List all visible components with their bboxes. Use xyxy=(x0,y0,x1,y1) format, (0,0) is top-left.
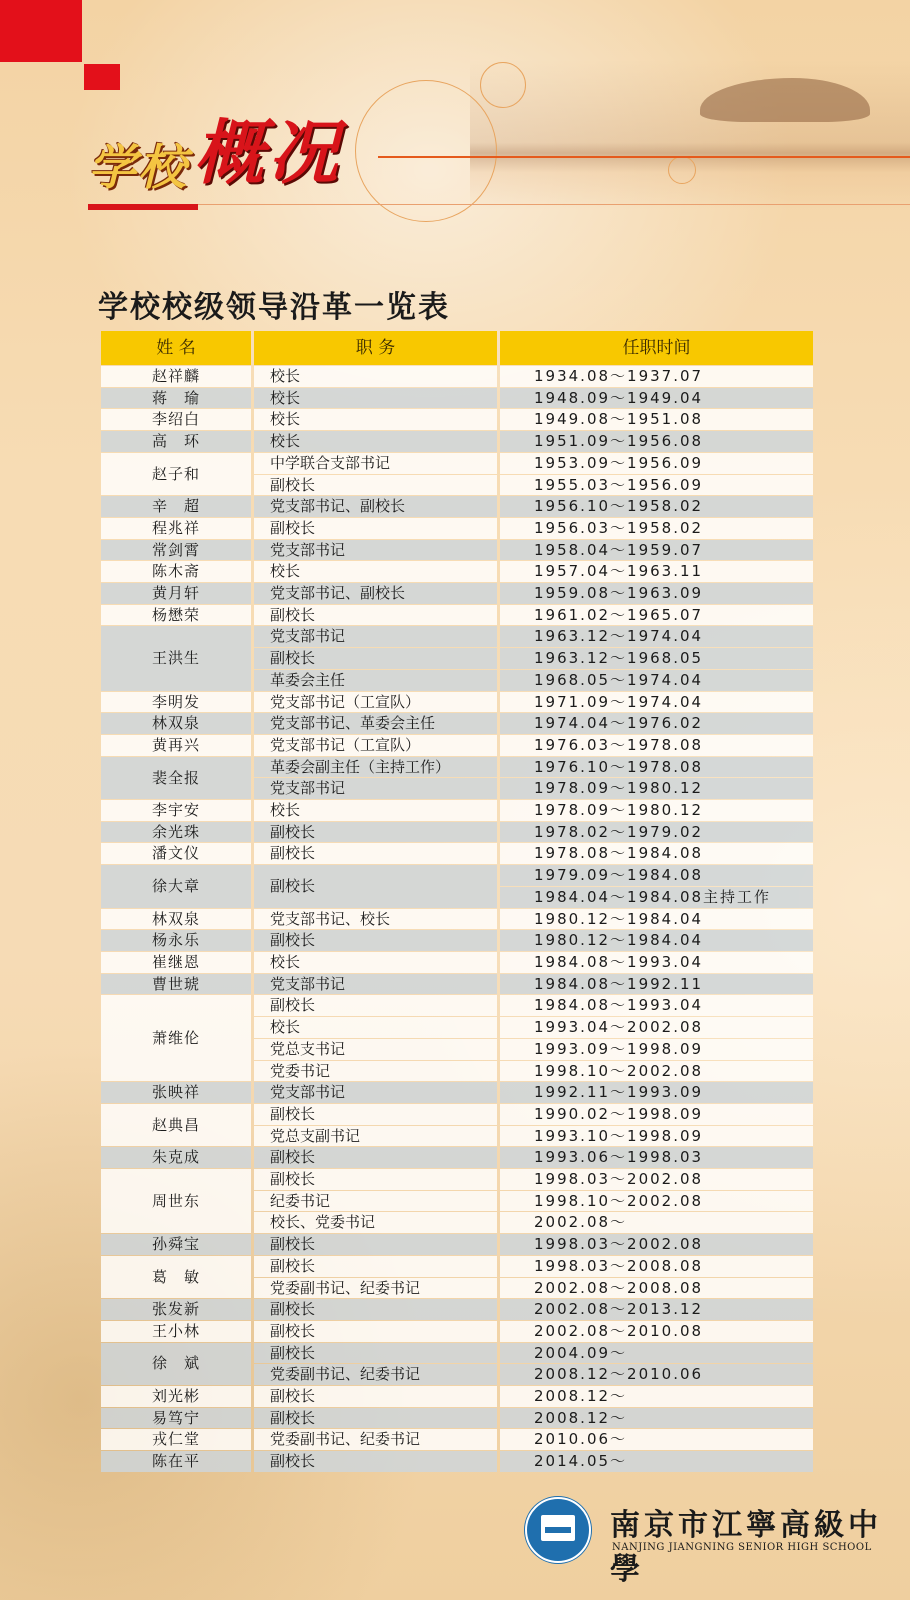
table-row xyxy=(101,561,813,582)
table-row xyxy=(101,1299,813,1320)
cell-name: 林双泉 xyxy=(101,909,251,930)
cell-position: 校长、党委书记 xyxy=(254,1212,497,1233)
table-row xyxy=(101,583,813,604)
cell-name: 辛 超 xyxy=(101,496,251,517)
cell-name: 曹世琥 xyxy=(101,974,251,995)
cell-position: 副校长 xyxy=(254,1386,497,1407)
cell-position: 党支部书记、副校长 xyxy=(254,496,497,517)
header-term: 任职时间 xyxy=(500,331,813,365)
cell-position: 副校长 xyxy=(254,605,497,626)
header-position: 职 务 xyxy=(254,331,497,365)
table-row xyxy=(101,713,813,734)
school-emblem-icon xyxy=(525,1497,591,1563)
table-row xyxy=(101,1104,813,1125)
cell-position: 校长 xyxy=(254,1017,497,1038)
cell-name: 王小林 xyxy=(101,1321,251,1342)
decor-red-square-large xyxy=(0,0,82,62)
cell-name: 蒋 瑜 xyxy=(101,388,251,409)
decor-line-right xyxy=(378,156,910,158)
cell-name: 王洪生 xyxy=(101,626,251,690)
cell-name: 杨懋荣 xyxy=(101,605,251,626)
cell-name: 常剑霄 xyxy=(101,540,251,561)
cell-position: 党支部书记 xyxy=(254,626,497,647)
table-row xyxy=(101,1343,813,1364)
table-row xyxy=(101,974,813,995)
cell-term: 1990.02～1998.09 xyxy=(500,1104,813,1125)
cell-position: 校长 xyxy=(254,800,497,821)
cell-name: 黄再兴 xyxy=(101,735,251,756)
cell-position: 党支部书记 xyxy=(254,540,497,561)
cell-position: 副校长 xyxy=(254,843,497,864)
cell-term: 1998.03～2002.08 xyxy=(500,1234,813,1255)
cell-term: 2008.12～ xyxy=(500,1386,813,1407)
cell-position: 党委书记 xyxy=(254,1061,497,1082)
cell-name: 张发新 xyxy=(101,1299,251,1320)
cell-name: 葛 敏 xyxy=(101,1256,251,1298)
cell-name: 李宇安 xyxy=(101,800,251,821)
emblem-bar xyxy=(545,1527,571,1533)
cell-term: 1979.09～1984.08 xyxy=(500,865,813,886)
cell-term: 1956.10～1958.02 xyxy=(500,496,813,517)
cell-name: 李绍白 xyxy=(101,409,251,430)
cell-term: 2002.08～2008.08 xyxy=(500,1278,813,1299)
table-row xyxy=(101,409,813,430)
cell-position: 党支部书记 xyxy=(254,778,497,799)
cell-term: 1959.08～1963.09 xyxy=(500,583,813,604)
cell-position: 党支部书记、革委会主任 xyxy=(254,713,497,734)
cell-position: 党总支书记 xyxy=(254,1039,497,1060)
cell-term: 2004.09～ xyxy=(500,1343,813,1364)
cell-term: 1992.11～1993.09 xyxy=(500,1082,813,1103)
title-part-2: 概况 xyxy=(194,112,343,194)
cell-term: 1968.05～1974.04 xyxy=(500,670,813,691)
table-row xyxy=(101,995,813,1016)
cell-position: 中学联合支部书记 xyxy=(254,453,497,474)
cell-position: 校长 xyxy=(254,952,497,973)
landscape-photo xyxy=(470,60,910,210)
cell-name: 李明发 xyxy=(101,692,251,713)
table-row xyxy=(101,626,813,647)
table-row xyxy=(101,930,813,951)
table-row xyxy=(101,1408,813,1429)
cell-term: 1956.03～1958.02 xyxy=(500,518,813,539)
title-underline xyxy=(88,204,198,210)
table-row xyxy=(101,909,813,930)
cell-position: 校长 xyxy=(254,431,497,452)
cell-term: 1993.06～1998.03 xyxy=(500,1147,813,1168)
cell-name: 萧维伦 xyxy=(101,995,251,1081)
cell-name: 崔继恩 xyxy=(101,952,251,973)
cell-position: 副校长 xyxy=(254,1147,497,1168)
cell-name: 戎仁堂 xyxy=(101,1429,251,1450)
cell-name: 赵祥麟 xyxy=(101,366,251,387)
cell-name: 林双泉 xyxy=(101,713,251,734)
cell-position: 党支部书记、副校长 xyxy=(254,583,497,604)
table-row xyxy=(101,1386,813,1407)
table-row xyxy=(101,496,813,517)
cell-position: 党支部书记 xyxy=(254,1082,497,1103)
cell-name: 陈木斋 xyxy=(101,561,251,582)
table-row xyxy=(101,1082,813,1103)
table-row xyxy=(101,1321,813,1342)
cell-term: 1984.04～1984.08主持工作 xyxy=(500,887,813,908)
cell-term: 2008.12～ xyxy=(500,1408,813,1429)
table-row xyxy=(101,605,813,626)
cell-name: 徐 斌 xyxy=(101,1343,251,1385)
cell-term: 1974.04～1976.02 xyxy=(500,713,813,734)
cell-name: 程兆祥 xyxy=(101,518,251,539)
cell-name: 徐大章 xyxy=(101,865,251,907)
cell-name: 张映祥 xyxy=(101,1082,251,1103)
cell-term: 1971.09～1974.04 xyxy=(500,692,813,713)
cell-term: 2010.06～ xyxy=(500,1429,813,1450)
header-name: 姓 名 xyxy=(101,331,251,365)
cell-term: 1934.08～1937.07 xyxy=(500,366,813,387)
cell-term: 2002.08～ xyxy=(500,1212,813,1233)
cell-term: 1980.12～1984.04 xyxy=(500,909,813,930)
cell-term: 1978.09～1980.12 xyxy=(500,778,813,799)
cell-position: 党委副书记、纪委书记 xyxy=(254,1278,497,1299)
cell-name: 陈在平 xyxy=(101,1451,251,1472)
cell-name: 赵典昌 xyxy=(101,1104,251,1146)
cell-term: 1993.04～2002.08 xyxy=(500,1017,813,1038)
table-row xyxy=(101,540,813,561)
table-row xyxy=(101,431,813,452)
table-row xyxy=(101,388,813,409)
cell-term: 1951.09～1956.08 xyxy=(500,431,813,452)
cell-position: 革委会主任 xyxy=(254,670,497,691)
table-row xyxy=(101,453,813,474)
decor-circle-medium xyxy=(480,62,526,108)
cell-position: 副校长 xyxy=(254,648,497,669)
school-name-cn: 南京市江寧高級中學 xyxy=(610,1508,882,1587)
cell-name: 朱克成 xyxy=(101,1147,251,1168)
cell-term: 1976.03～1978.08 xyxy=(500,735,813,756)
table-row xyxy=(101,735,813,756)
cell-position: 副校长 xyxy=(254,475,497,496)
cell-position: 党支部书记（工宣队） xyxy=(254,735,497,756)
title-part-1: 学校 xyxy=(88,140,189,196)
cell-position: 副校长 xyxy=(254,1451,497,1472)
cell-term: 1955.03～1956.09 xyxy=(500,475,813,496)
decor-circle-large xyxy=(355,80,497,222)
table-row xyxy=(101,1256,813,1277)
cell-position: 党支部书记、校长 xyxy=(254,909,497,930)
cell-position: 校长 xyxy=(254,409,497,430)
cell-term: 1998.10～2002.08 xyxy=(500,1061,813,1082)
cell-position: 副校长 xyxy=(254,930,497,951)
table-row xyxy=(101,1234,813,1255)
table-title: 学校校级领导沿革一览表 xyxy=(98,290,450,325)
cell-name: 周世东 xyxy=(101,1169,251,1233)
table-row xyxy=(101,1451,813,1472)
cell-term: 2002.08～2010.08 xyxy=(500,1321,813,1342)
table-row xyxy=(101,366,813,387)
cell-position: 副校长 xyxy=(254,1104,497,1125)
cell-term: 1984.08～1992.11 xyxy=(500,974,813,995)
cell-term: 1993.10～1998.09 xyxy=(500,1126,813,1147)
cell-position: 党委副书记、纪委书记 xyxy=(254,1364,497,1385)
cell-name: 易笃宁 xyxy=(101,1408,251,1429)
cell-term: 1957.04～1963.11 xyxy=(500,561,813,582)
cell-name: 赵子和 xyxy=(101,453,251,495)
table-row xyxy=(101,518,813,539)
decor-circle-small xyxy=(668,156,696,184)
cell-term: 1963.12～1974.04 xyxy=(500,626,813,647)
cell-term: 1958.04～1959.07 xyxy=(500,540,813,561)
table-row xyxy=(101,822,813,843)
cell-name: 杨永乐 xyxy=(101,930,251,951)
leaders-table xyxy=(98,330,816,1473)
cell-position: 副校长 xyxy=(254,1408,497,1429)
table-row xyxy=(101,1147,813,1168)
cell-position: 副校长 xyxy=(254,1256,497,1277)
cell-position: 副校长 xyxy=(254,1343,497,1364)
cell-term: 1998.10～2002.08 xyxy=(500,1191,813,1212)
table-row xyxy=(101,865,813,886)
cell-position: 党支部书记 xyxy=(254,974,497,995)
cell-position: 校长 xyxy=(254,388,497,409)
cell-term: 2002.08～2013.12 xyxy=(500,1299,813,1320)
cell-position: 副校长 xyxy=(254,518,497,539)
cell-position: 校长 xyxy=(254,366,497,387)
cell-term: 1948.09～1949.04 xyxy=(500,388,813,409)
table-row xyxy=(101,757,813,778)
table-row xyxy=(101,692,813,713)
cell-name: 高 环 xyxy=(101,431,251,452)
table-body xyxy=(101,366,813,1472)
cell-term: 1984.08～1993.04 xyxy=(500,952,813,973)
cell-term: 2008.12～2010.06 xyxy=(500,1364,813,1385)
cell-term: 1961.02～1965.07 xyxy=(500,605,813,626)
cell-position: 党支部书记（工宣队） xyxy=(254,692,497,713)
school-name-en: NANJING JIANGNING SENIOR HIGH SCHOOL xyxy=(612,1542,872,1553)
table-row xyxy=(101,1169,813,1190)
cell-position: 校长 xyxy=(254,561,497,582)
decor-line-bottom xyxy=(120,204,910,205)
cell-name: 潘文仪 xyxy=(101,843,251,864)
cell-term: 1978.09～1980.12 xyxy=(500,800,813,821)
cell-position: 副校长 xyxy=(254,865,497,907)
table-row xyxy=(101,1429,813,1450)
cell-name: 孙舜宝 xyxy=(101,1234,251,1255)
cell-name: 刘光彬 xyxy=(101,1386,251,1407)
table-row xyxy=(101,952,813,973)
cell-position: 党总支副书记 xyxy=(254,1126,497,1147)
cell-position: 革委会副主任（主持工作） xyxy=(254,757,497,778)
cell-name: 余光珠 xyxy=(101,822,251,843)
cell-term: 1976.10～1978.08 xyxy=(500,757,813,778)
cell-term: 1993.09～1998.09 xyxy=(500,1039,813,1060)
cell-position: 纪委书记 xyxy=(254,1191,497,1212)
table-row xyxy=(101,843,813,864)
cell-term: 1980.12～1984.04 xyxy=(500,930,813,951)
page-title xyxy=(88,112,343,198)
cell-position: 副校长 xyxy=(254,1321,497,1342)
cell-term: 1998.03～2002.08 xyxy=(500,1169,813,1190)
cell-position: 副校长 xyxy=(254,1169,497,1190)
table-header-row xyxy=(101,331,813,365)
cell-term: 1963.12～1968.05 xyxy=(500,648,813,669)
cell-term: 1998.03～2008.08 xyxy=(500,1256,813,1277)
cell-name: 裴全报 xyxy=(101,757,251,799)
cell-term: 2014.05～ xyxy=(500,1451,813,1472)
decor-red-square-small xyxy=(84,64,120,90)
cell-position: 副校长 xyxy=(254,1299,497,1320)
cell-position: 副校长 xyxy=(254,822,497,843)
cell-name: 黄月轩 xyxy=(101,583,251,604)
cell-term: 1953.09～1956.09 xyxy=(500,453,813,474)
cell-position: 副校长 xyxy=(254,995,497,1016)
cell-term: 1978.02～1979.02 xyxy=(500,822,813,843)
cell-term: 1949.08～1951.08 xyxy=(500,409,813,430)
cell-term: 1984.08～1993.04 xyxy=(500,995,813,1016)
cell-position: 党委副书记、纪委书记 xyxy=(254,1429,497,1450)
table-row xyxy=(101,800,813,821)
cell-position: 副校长 xyxy=(254,1234,497,1255)
cell-term: 1978.08～1984.08 xyxy=(500,843,813,864)
